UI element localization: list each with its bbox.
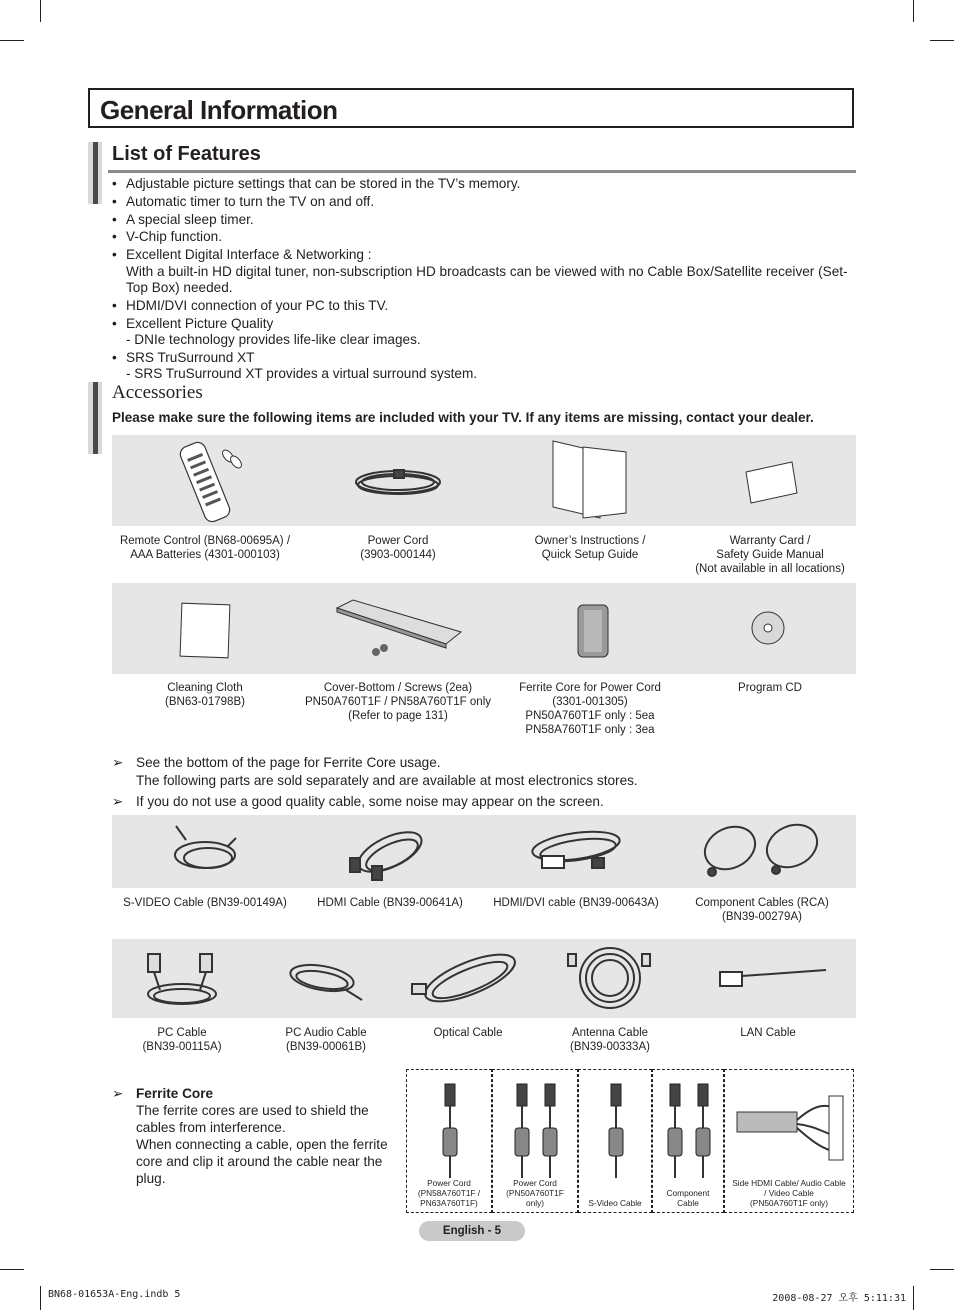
accessory-caption: Optical Cable: [433, 1027, 503, 1039]
ferrite-diagram-caption: Component Cable: [666, 1188, 710, 1208]
s-video-cable-icon: [175, 826, 236, 868]
hdmi-dvi-cable-icon: [531, 827, 622, 868]
s-video-ferrite-icon: [579, 1074, 653, 1180]
component-cable-icon: [698, 817, 824, 877]
ferrite-diagram: [724, 1069, 854, 1213]
side-hdmi-ferrite-icon: [725, 1074, 855, 1180]
note-ferrite-usage: [112, 754, 638, 790]
accessory-caption: Antenna Cable (BN39-00333A): [570, 1027, 650, 1053]
hdmi-cable-icon: [350, 824, 427, 880]
ferrite-diagram-caption: Power Cord (PN58A760T1F / PN63A760T1F): [417, 1178, 481, 1208]
note-line: The following parts are sold separately and are available at most electronics stores.: [136, 773, 638, 788]
warranty-card-icon: [746, 462, 797, 503]
footer-file: BN68-01653A-Eng.indb 5: [48, 1289, 181, 1300]
ferrite-diagram: [492, 1069, 578, 1213]
pc-cable-icon: [148, 954, 216, 1004]
manual-icon: [553, 441, 626, 518]
page-title: General Information: [100, 95, 338, 125]
ferrite-body-line: cables from interference.: [136, 1120, 286, 1135]
cover-bottom-icon: [337, 600, 461, 656]
arrow-icon: ➢: [112, 1086, 124, 1101]
feature-detail: - SRS TruSurround XT provides a virtual surround system.: [126, 366, 478, 382]
feature-text: • SRS TruSurround XT: [126, 349, 255, 365]
cleaning-cloth-icon: [180, 603, 230, 658]
ferrite-core-body: [136, 1102, 402, 1187]
power-cord-ferrite-icon: [407, 1074, 493, 1180]
page-number: English - 5: [419, 1221, 525, 1241]
accessory-caption: PC Cable (BN39-00115A): [142, 1027, 222, 1053]
accessory-caption: LAN Cable: [740, 1027, 796, 1039]
ferrite-core-icon: [578, 605, 608, 657]
accessory-caption: Cleaning Cloth (BN63-01798B): [165, 682, 245, 708]
feature-text: • Adjustable picture settings that can be stored in the TV’s memory.: [126, 176, 521, 191]
feature-text: • Excellent Picture Quality: [126, 315, 274, 331]
accessory-caption: HDMI Cable (BN39-00641A): [317, 897, 463, 909]
ferrite-diagram: [578, 1069, 652, 1213]
power-cord-angled-ferrite-icon: [493, 1074, 579, 1180]
arrow-icon: ➢: [112, 794, 124, 809]
ferrite-diagram-caption: Side HDMI Cable/ Audio Cable / Video Cable (PN50A760T1F only): [732, 1178, 846, 1208]
ferrite-body-line: When connecting a cable, open the ferrite: [136, 1137, 388, 1152]
feature-text: • A special sleep timer.: [126, 211, 254, 227]
pc-audio-cable-icon: [288, 961, 362, 1000]
component-ferrite-icon: [653, 1074, 725, 1180]
note-cable-quality: [112, 793, 604, 811]
lan-cable-icon: [720, 970, 826, 986]
feature-text: • Automatic timer to turn the TV on and off.: [126, 193, 375, 209]
ferrite-core-title: Ferrite Core: [136, 1086, 214, 1101]
feature-detail: With a built-in HD digital tuner, non-subscription HD broadcasts can be viewed with no Cable Box/Satellite receiver (Set-Top Box) needed.: [126, 263, 848, 295]
features-title: List of Features: [112, 143, 261, 165]
accessory-caption: Warranty Card / Safety Guide Manual (Not available in all locations): [695, 535, 845, 575]
ferrite-diagram-caption: S-Video Cable: [588, 1198, 642, 1208]
ferrite-body-line: plug.: [136, 1171, 166, 1186]
note-line: If you do not use a good quality cable, some noise may appear on the screen.: [136, 794, 604, 809]
feature-detail: - DNIe technology provides life-like clear images.: [126, 332, 421, 347]
accessories-title: Accessories: [112, 382, 203, 403]
ferrite-body-line: The ferrite cores are used to shield the: [136, 1103, 369, 1118]
accessory-caption: Cover-Bottom / Screws (2ea) PN50A760T1F / PN58A760T1F only (Refer to page 131): [304, 682, 492, 722]
antenna-cable-icon: [568, 948, 650, 1008]
arrow-icon: ➢: [112, 755, 124, 770]
accessory-caption: Power Cord (3903-000144): [360, 535, 436, 561]
ferrite-body-line: core and clip it around the cable near the: [136, 1154, 383, 1169]
accessory-caption: S-VIDEO Cable (BN39-00149A): [123, 897, 287, 909]
battery-icon: [220, 448, 243, 470]
accessory-caption: Component Cables (RCA) (BN39-00279A): [695, 897, 829, 923]
accessory-caption: Program CD: [738, 682, 802, 694]
footer-timestamp: 2008-08-27 오후 5:11:31: [772, 1293, 906, 1304]
ferrite-diagram: [406, 1069, 492, 1213]
ferrite-diagram-caption: Power Cord (PN50A760T1F only): [506, 1178, 564, 1208]
feature-text: • HDMI/DVI connection of your PC to this TV.: [126, 297, 389, 313]
accessory-caption: Remote Control (BN68-00695A) / AAA Batteries (4301-000103): [119, 535, 291, 561]
optical-cable-icon: [412, 945, 520, 1011]
ferrite-diagram: [652, 1069, 724, 1213]
program-cd-icon: [752, 612, 784, 644]
note-line: See the bottom of the page for Ferrite Core usage.: [136, 755, 441, 770]
accessory-caption: Ferrite Core for Power Cord (3301-001305) PN50A760T1F only : 5ea PN58A760T1F only : 3ea: [519, 682, 661, 736]
accessories-intro: Please make sure the following items are included with your TV. If any items are missing, contact your dealer.: [112, 410, 814, 425]
power-cord-icon: [356, 470, 440, 494]
ferrite-core-section: [112, 1085, 402, 1187]
feature-text: • Excellent Digital Interface & Networking :: [126, 247, 372, 263]
feature-text: • V-Chip function.: [126, 229, 222, 245]
accessory-caption: Owner’s Instructions / Quick Setup Guide: [534, 535, 646, 561]
accessory-caption: PC Audio Cable (BN39-00061B): [285, 1027, 367, 1053]
accessory-caption: HDMI/DVI cable (BN39-00643A): [493, 897, 659, 909]
